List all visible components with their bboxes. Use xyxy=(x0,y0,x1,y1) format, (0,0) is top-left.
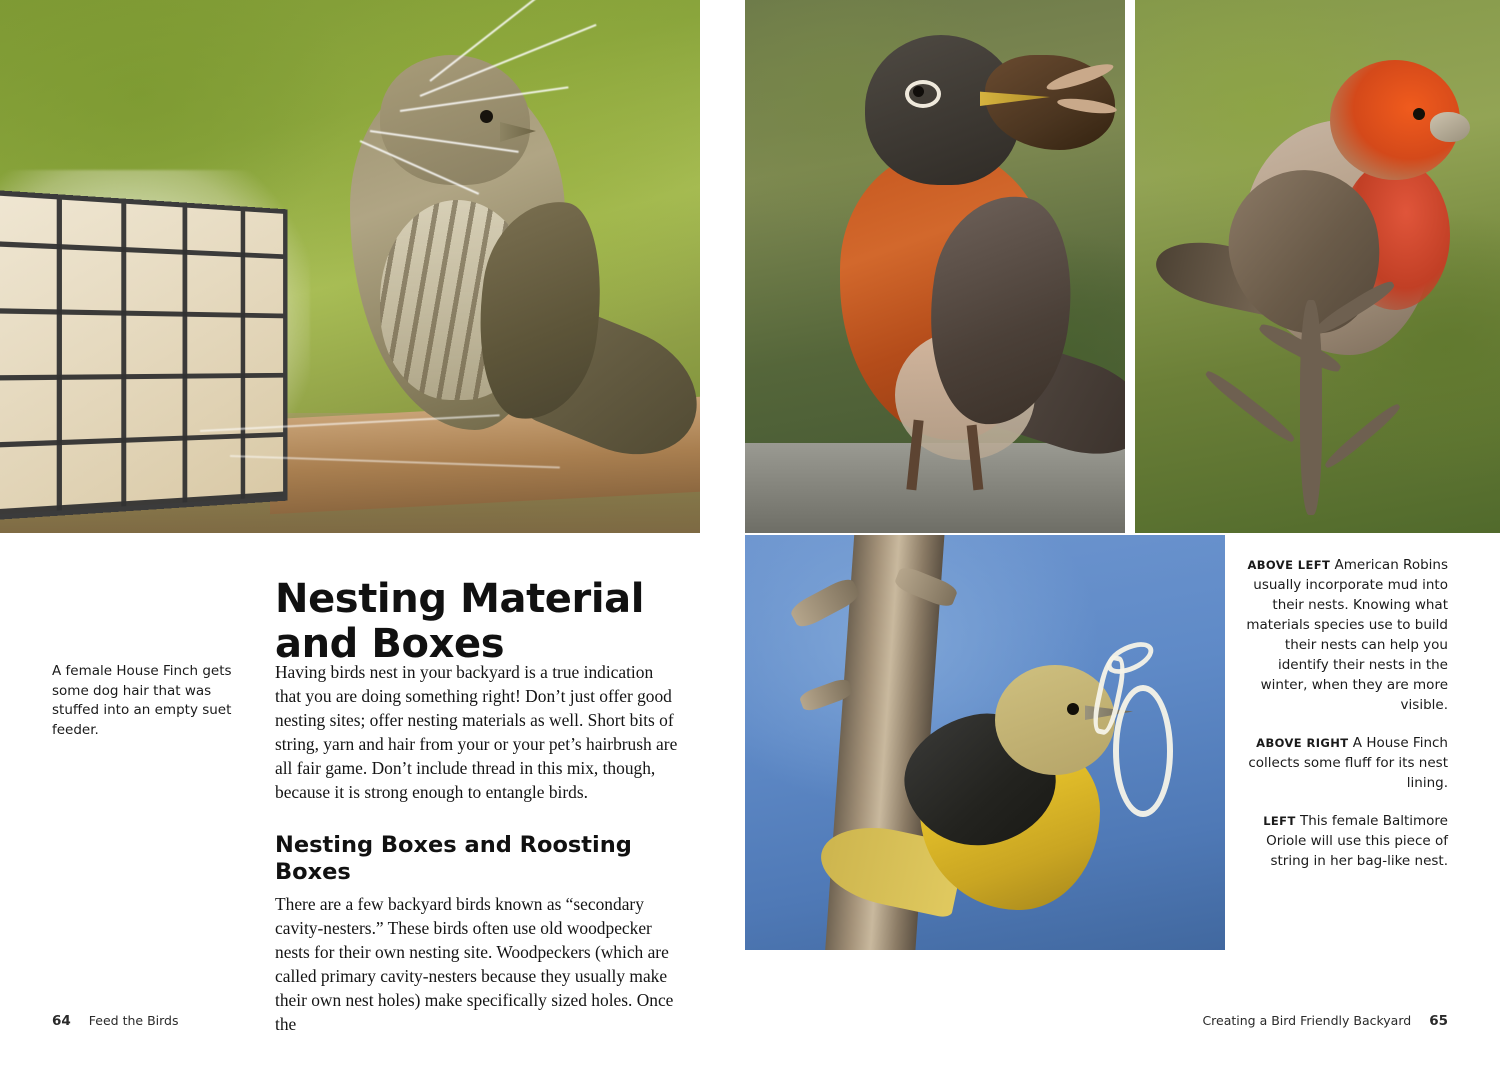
left-folio xyxy=(52,1013,179,1029)
right-folio xyxy=(1202,1013,1448,1029)
twig-branch xyxy=(1322,401,1402,471)
right-caption-column xyxy=(1230,556,1448,890)
caption-above-right xyxy=(1230,734,1448,794)
page-title-line-1: Nesting Material xyxy=(275,575,645,622)
twig-branch xyxy=(1203,368,1298,446)
rock-perch xyxy=(745,443,1125,533)
suet-cage xyxy=(0,189,287,520)
caption-above-left xyxy=(1230,556,1448,716)
finch-head xyxy=(380,55,530,185)
caption-above-left-label: ABOVE LEFT xyxy=(1247,558,1331,572)
caption-above-left-text: American Robins usually incorporate mud into their nests. Knowing what materials species use to build their nests can help you identify their nests in the winter, when they are more visible. xyxy=(1246,557,1448,713)
house-finch-beak xyxy=(1430,112,1470,142)
photo-american-robin-with-mud xyxy=(745,0,1125,533)
oriole-eye xyxy=(1067,703,1079,715)
caption-left-text: This female Baltimore Oriole will use this piece of string in her bag-like nest. xyxy=(1266,812,1448,869)
string-loop xyxy=(1113,685,1173,817)
left-page-number: 64 xyxy=(52,1013,71,1029)
right-running-head: Creating a Bird Friendly Backyard xyxy=(1202,1013,1412,1028)
photo-house-finch-at-suet-feeder xyxy=(0,0,700,533)
body-paragraph-2: There are a few backyard birds known as “secondary cavity-nesters.” These birds often use old woodpecker nests for their own nesting site. Woodpeckers (which are called primary cavity-nesters because they usually make their own nest holes) make specifically sized holes. Once the xyxy=(275,894,674,1035)
left-running-head: Feed the Birds xyxy=(88,1013,179,1028)
caption-house-finch-suet: A female House Finch gets some dog hair that was stuffed into an empty suet feeder. xyxy=(52,663,232,738)
body-text-column xyxy=(275,660,683,1050)
page-title-line-2: and Boxes xyxy=(275,620,505,667)
page-footer xyxy=(0,1013,1500,1033)
photo-male-house-finch-with-fluff xyxy=(1135,0,1500,533)
section-subheading: Nesting Boxes and Roosting Boxes xyxy=(275,832,632,886)
house-finch-eye xyxy=(1413,108,1425,120)
caption-left xyxy=(1230,812,1448,872)
finch-eye xyxy=(480,110,493,123)
page-title xyxy=(275,577,695,667)
body-paragraph-1: Having birds nest in your backyard is a true indication that you are doing something right! Don’t just offer good nesting sites; offer nesting materials as well. Short bits of string, yarn and hair from your or your pet’s hairbrush are all fair game. Don’t include thread in this mix, though, because it is strong enough to entangle birds. xyxy=(275,662,678,803)
caption-above-right-text: A House Finch collects some fluff for its nest lining. xyxy=(1248,734,1448,791)
photo-baltimore-oriole-with-string xyxy=(745,535,1225,950)
robin-eye xyxy=(913,86,924,97)
caption-left-label: LEFT xyxy=(1263,813,1296,828)
right-page-number: 65 xyxy=(1429,1013,1448,1029)
caption-above-right-label: ABOVE RIGHT xyxy=(1256,735,1349,750)
